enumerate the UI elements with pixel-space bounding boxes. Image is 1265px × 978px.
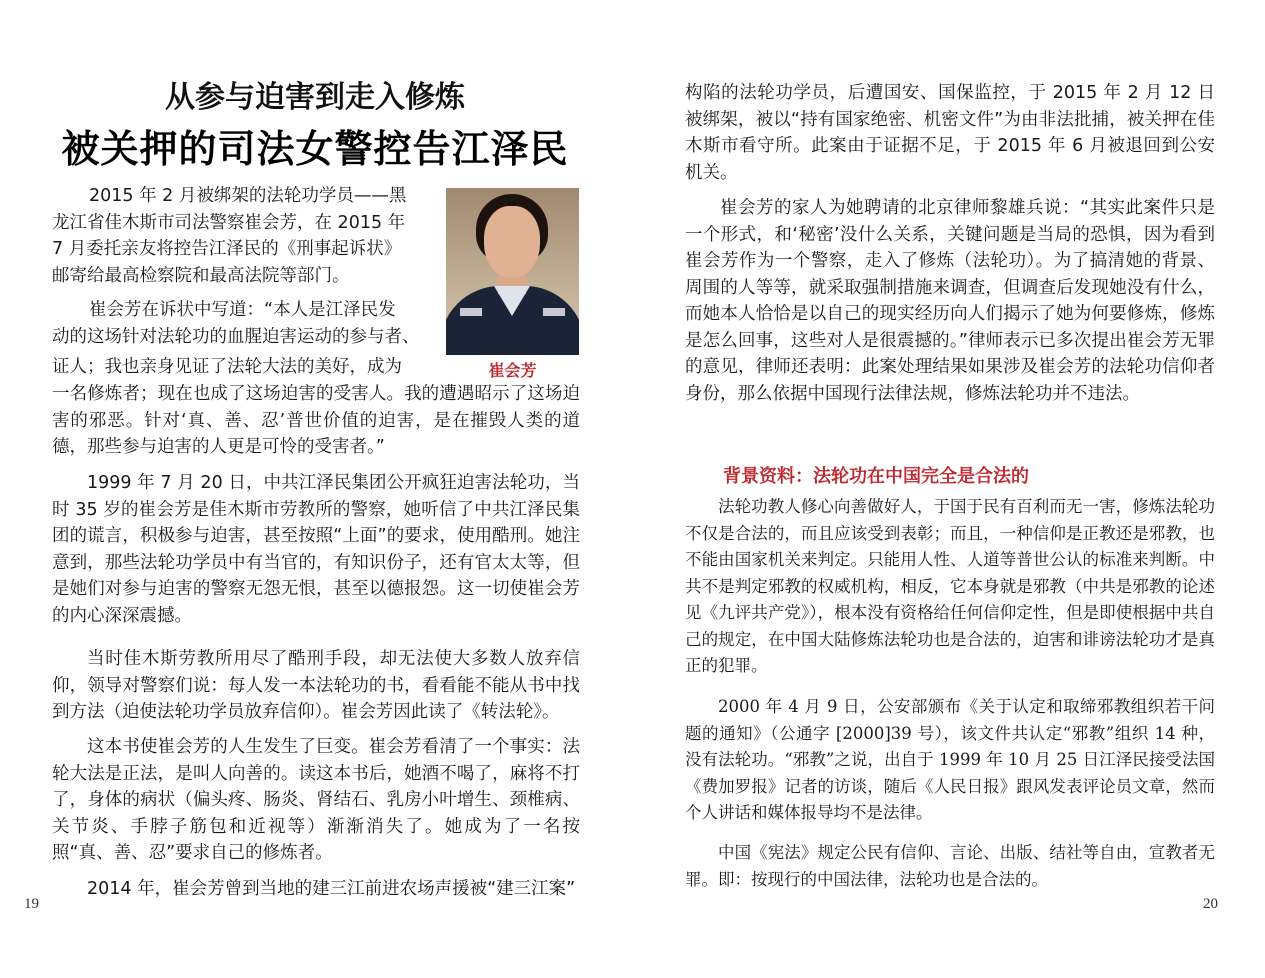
background-paragraph-3: 中国《宪法》规定公民有信仰、言论、出版、结社等自由，宣教者无罪。即：按现行的中国法律，法轮功也是合法的。 [685, 843, 1215, 889]
text-line: 2015 年 2 月被绑架的法轮功学员——黑 [89, 186, 407, 206]
page-left [0, 0, 632, 978]
text-block: 一名修炼者；现在也成了这场迫害的受害人。我的遭遇昭示了这场迫害的邪恶。针对‘真、善、忍’普世价值的迫害，是在摧毁人类的道德，那些参与迫害的人更是可怜的受害者。” [52, 384, 580, 457]
text-line: 7 月委托亲友将控告江泽民的《刑事起诉状》 [52, 239, 402, 259]
paragraph-labor-camp: 当时佳木斯劳教所用尽了酷刑手段，却无法使大多数人放弃信仰，领导对警察们说：每人发一本法轮功的书，看看能不能从书中找到方法（迫使法轮功学员放弃信仰）。崔会芳因此读了《转法轮》。 [52, 649, 580, 722]
paragraph-2014: 2014 年，崔会芳曾到当地的建三江前进农场声援被“建三江案” [87, 879, 576, 899]
paragraph-1999: 1999 年 7 月 20 日，中共江泽民集团公开疯狂迫害法轮功，当时 35 岁的崔会芳是佳木斯市劳教所的警察，她听信了中共江泽民集团的谎言，积极参与迫害，甚至按照“上面”的要求，使用酷刑。她注意到，那些法轮功学员中有当官的，有知识份子，还有官太太等，但是她们对参与迫害的警察无怨无恨，甚至以德报怨。这一切使崔会芳的内心深深震撼。 [52, 473, 580, 626]
article-kicker: 从参与迫害到走入修炼 [165, 80, 465, 115]
background-subheading: 背景资料：法轮功在中国完全是合法的 [723, 466, 1029, 487]
paragraph-lawyer: 崔会芳的家人为她聘请的北京律师黎雄兵说：“其实此案件只是一个形式，和‘秘密’没什么关系，关键问题是当局的恐惧，因为看到崔会芳作为一个警察，走入了修炼（法轮功）。为了搞清她的背景、周围的人等等，就采取强制措施来调查，但调查后发现她没有什么，而她本人恰恰是以自己的现实经历向人们揭示了她为何要修炼，修炼是怎么回事，这些对人是很震撼的。”律师表示已多次提出崔会芳无罪的意见，律师还表明：此案处理结果如果涉及崔会芳的法轮功信仰者身份，那么依据中国现行法律法规，修炼法轮功并不违法。 [685, 198, 1215, 404]
text-line: 邮寄给最高检察院和最高法院等部门。 [52, 266, 350, 286]
page-right [633, 0, 1265, 978]
paragraph-transformation: 这本书使崔会芳的人生发生了巨变。崔会芳看清了一个事实：法轮大法是正法，是叫人向善的。读这本书后，她酒不喝了，麻将不打了，身体的病状（偏头疼、肠炎、肾结石、乳房小叶增生、颈椎病、关节炎、手脖子筋包和近视等）渐渐消失了。她成为了一名按照“真、善、忍”要求自己的修炼者。 [52, 737, 580, 863]
portrait-photo [446, 188, 579, 355]
page-number-right: 20 [1203, 896, 1218, 912]
text-line: 证人；我也亲身见证了法轮大法的美好，成为 [52, 357, 402, 377]
page-number-left: 19 [24, 896, 39, 912]
text-line: 崔会芳在诉状中写道：“本人是江泽民发 [89, 300, 396, 320]
article-title: 被关押的司法女警控告江泽民 [61, 126, 569, 171]
text-line: 动的这场针对法轮功的血腥迫害运动的参与者、 [52, 327, 420, 347]
background-paragraph-1: 法轮功教人修心向善做好人，于国于民有百利而无一害，修炼法轮功不仅是合法的，而且应该受到表彰；而且，一种信仰是正教还是邪教，也不能由国家机关来判定。只能用人性、人道等普世公认的标准来判断。中共不是判定邪教的权威机构，相反，它本身就是邪教（中共是邪教的论述见《九评共产党》），根本没有资格给任何信仰定性，但是即使根据中共自己的规定，在中国大陆修炼法轮功也是合法的，迫害和诽谤法轮功才是真正的犯罪。 [685, 497, 1215, 675]
paragraph-arrest: 构陷的法轮功学员，后遭国安、国保监控，于 2015 年 2 月 12 日被绑架，被以“持有国家绝密、机密文件”为由非法批捕，被关押在佳木斯市看守所。此案由于证据不足，于 2015 年 6 月被退回到公安机关。 [685, 83, 1215, 183]
background-paragraph-2: 2000 年 4 月 9 日，公安部颁布《关于认定和取缔邪教组织若干问题的通知》（公通字 [2000]39 号），该文件共认定“邪教”组织 14 种，没有法轮功。“邪教”之说，出自于 1999 年 10 月 25 日江泽民接受法国《费加罗报》记者的访谈，随后《人民日报》跟风发表评论员文章，然而个人讲话和媒体报导均不是法律。 [685, 697, 1215, 822]
text-line: 龙江省佳木斯市司法警察崔会芳，在 2015 年 [52, 213, 406, 233]
photo-caption: 崔会芳 [488, 361, 537, 380]
